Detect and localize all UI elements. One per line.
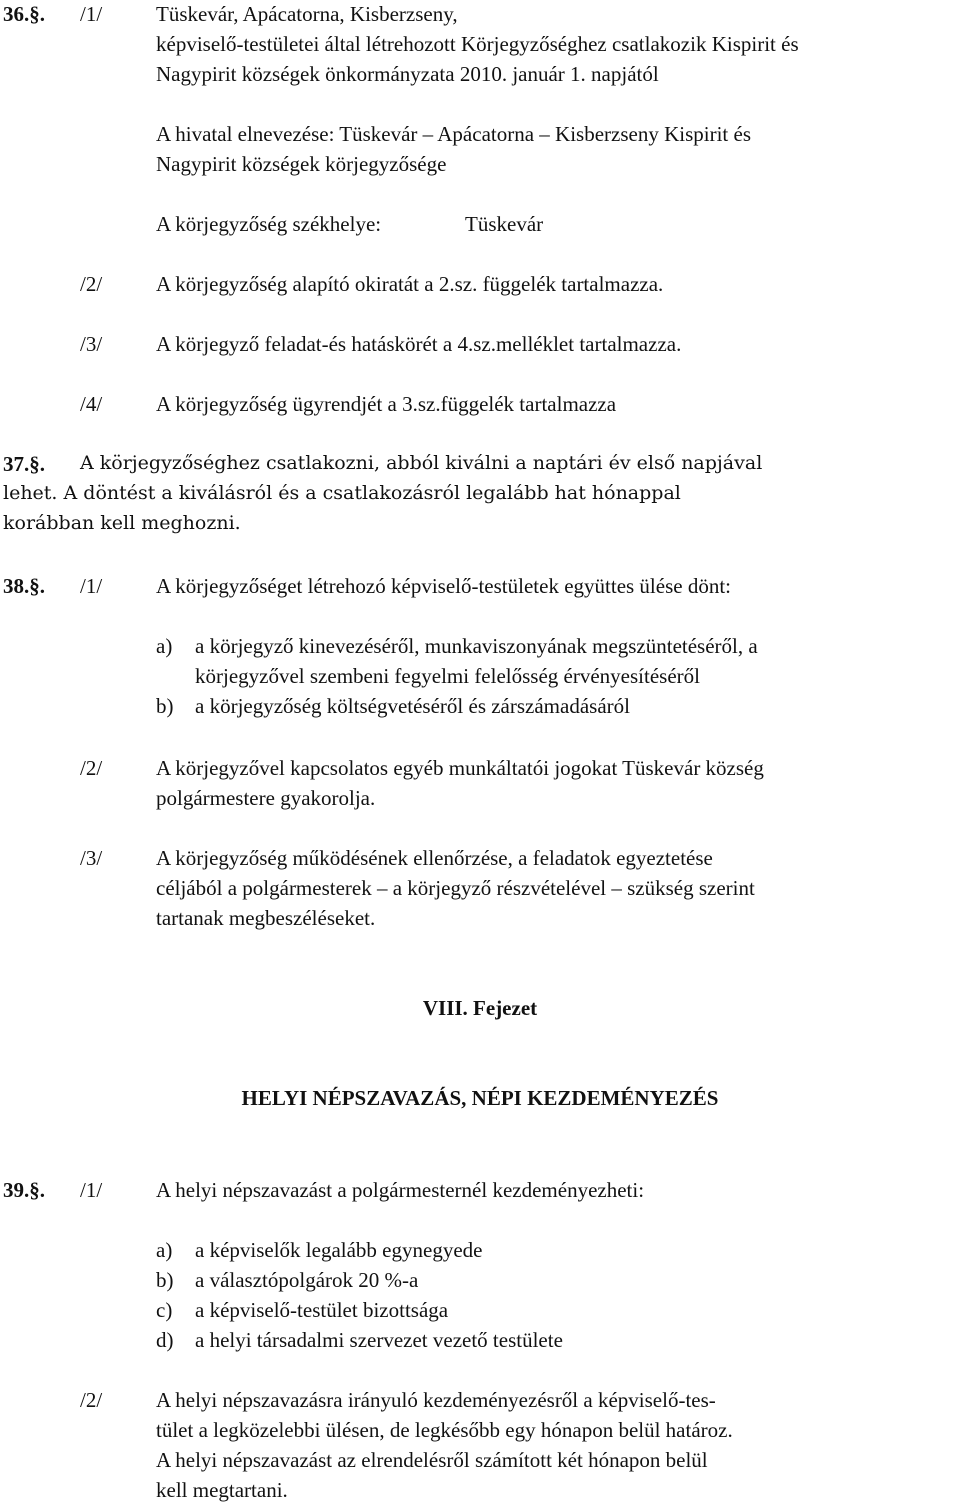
section-36-para-1-marker: /1/ (80, 2, 103, 26)
list-item-text: körjegyzővel szembeni fegyelmi felelősség érvényesítéséről (195, 664, 700, 688)
section-38-para-2-line: polgármestere gyakorolja. (156, 786, 376, 810)
seat-label: A körjegyzőség székhelye: (156, 212, 382, 236)
list-item-label: c) (156, 1298, 173, 1322)
section-37-line: korábban kell meghozni. (3, 512, 241, 534)
list-item-label: a) (156, 634, 173, 658)
section-36-para-4-marker: /4/ (80, 392, 103, 416)
section-38-para-2-marker: /2/ (80, 756, 103, 780)
list-item-text: a körjegyző kinevezéséről, munkaviszonyának megszüntetéséről, a (195, 634, 758, 658)
section-38-para-1-text: A körjegyzőséget létrehozó képviselő-testületek együttes ülése dönt: (156, 574, 731, 598)
section-38-para-3-marker: /3/ (80, 846, 103, 870)
section-36-para-1-line: Tüskevár, Apácatorna, Kisberzseny, (156, 2, 458, 26)
section-39-para-2-line: tület a legközelebbi ülésen, de legkésőbb egy hónapon belül határoz. (156, 1418, 733, 1442)
list-item-label: b) (156, 1268, 174, 1292)
section-38-para-1-marker: /1/ (80, 574, 103, 598)
list-item-text: a képviselők legalább egynegyede (195, 1238, 483, 1262)
section-38-para-3-line: céljából a polgármesterek – a körjegyző részvételével – szükség szerint (156, 876, 755, 900)
list-item-label: d) (156, 1328, 174, 1352)
section-39-number: 39.§. (3, 1178, 45, 1202)
section-36-para-2-marker: /2/ (80, 272, 103, 296)
section-36-para-1-line: képviselő-testületei által létrehozott Körjegyzőséghez csatlakozik Kispirit és (156, 32, 799, 56)
list-item-text: a körjegyzőség költségvetéséről és zárszámadásáról (195, 694, 630, 718)
section-39-para-2-line: A helyi népszavazásra irányuló kezdeményezésről a képviselő-tes- (156, 1388, 716, 1412)
office-name-line: Nagypirit községek körjegyzősége (156, 152, 447, 176)
section-39-para-2-line: A helyi népszavazást az elrendelésről számított két hónapon belül (156, 1448, 708, 1472)
section-36-para-1-line: Nagypirit községek önkormányzata 2010. január 1. napjától (156, 62, 659, 86)
section-37-number: 37.§. (3, 452, 45, 476)
section-36-number: 36.§. (3, 2, 45, 26)
list-item-label: a) (156, 1238, 173, 1262)
list-item-text: a helyi társadalmi szervezet vezető testülete (195, 1328, 563, 1352)
section-37-line: A körjegyzőséghez csatlakozni, abból kiválni a naptári év első napjával (80, 452, 763, 474)
section-39-para-1-text: A helyi népszavazást a polgármesternél kezdeményezheti: (156, 1178, 645, 1202)
list-item-text: a választópolgárok 20 %-a (195, 1268, 419, 1292)
section-36-para-2-text: A körjegyzőség alapító okiratát a 2.sz. függelék tartalmazza. (156, 272, 664, 296)
section-39-para-1-marker: /1/ (80, 1178, 103, 1202)
chapter-number: VIII. Fejezet (422, 996, 538, 1020)
section-38-number: 38.§. (3, 574, 45, 598)
section-38-para-3-line: A körjegyzőség működésének ellenőrzése, a feladatok egyeztetése (156, 846, 713, 870)
seat-value: Tüskevár (465, 212, 544, 236)
section-39-para-2-line: kell megtartani. (156, 1478, 288, 1502)
section-36-para-4-text: A körjegyzőség ügyrendjét a 3.sz.függelék tartalmazza (156, 392, 617, 416)
section-38-para-3-line: tartanak megbeszéléseket. (156, 906, 376, 930)
chapter-title: HELYI NÉPSZAVAZÁS, NÉPI KEZDEMÉNYEZÉS (241, 1086, 719, 1110)
office-name-line: A hivatal elnevezése: Tüskevár – Apácatorna – Kisberzseny Kispirit és (156, 122, 752, 146)
list-item-text: a képviselő-testület bizottsága (195, 1298, 449, 1322)
section-38-para-2-line: A körjegyzővel kapcsolatos egyéb munkáltatói jogokat Tüskevár község (156, 756, 764, 780)
section-36-para-3-text: A körjegyző feladat-és hatáskörét a 4.sz.melléklet tartalmazza. (156, 332, 682, 356)
list-item-label: b) (156, 694, 174, 718)
section-36-para-3-marker: /3/ (80, 332, 103, 356)
section-37-line: lehet. A döntést a kiválásról és a csatlakozásról legalább hat hónappal (3, 482, 681, 504)
section-39-para-2-marker: /2/ (80, 1388, 103, 1412)
